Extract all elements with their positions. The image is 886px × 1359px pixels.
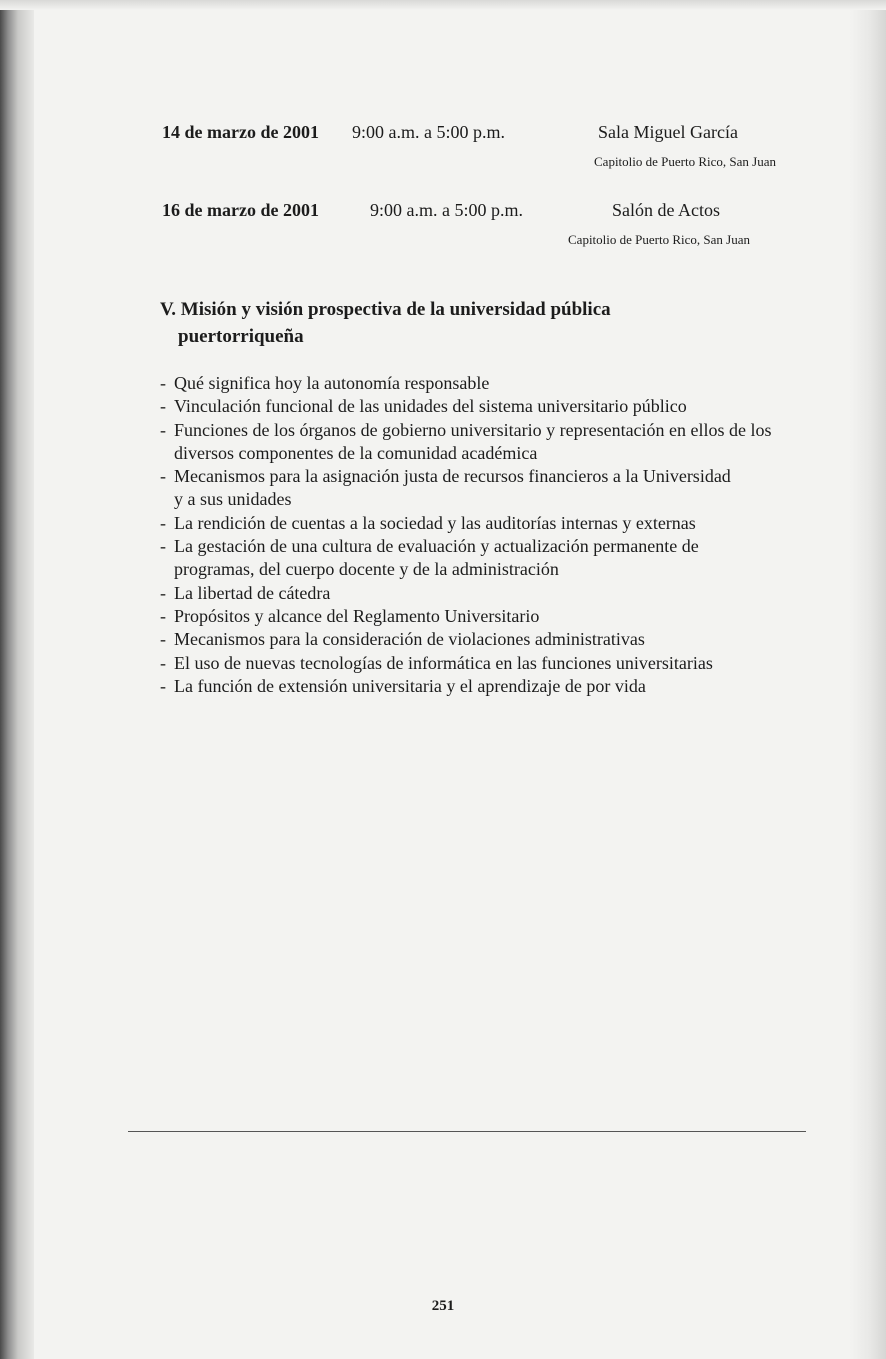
list-item: - Vinculación funcional de las unidades del sistema universitario público	[160, 395, 820, 418]
schedule-time: 9:00 a.m. a 5:00 p.m.	[370, 200, 523, 220]
list-item: - La libertad de cátedra	[160, 582, 820, 605]
schedule-location: Capitolio de Puerto Rico, San Juan	[568, 232, 750, 247]
topic-list	[160, 372, 820, 698]
list-item: - Mecanismos para la asignación justa de recursos financieros a la Universidad y a sus unidades	[160, 465, 734, 512]
list-item: - Mecanismos para la consideración de violaciones administrativas	[160, 628, 820, 651]
list-item: - El uso de nuevas tecnologías de informática en las funciones universitarias	[160, 652, 820, 675]
list-item: - Propósitos y alcance del Reglamento Universitario	[160, 605, 820, 628]
schedule-row	[0, 120, 886, 190]
list-item: - La rendición de cuentas a la sociedad y las auditorías internas y externas	[160, 512, 714, 535]
schedule-venue: Sala Miguel García	[598, 122, 738, 142]
schedule-date: 14 de marzo de 2001	[162, 122, 319, 142]
schedule-venue: Salón de Actos	[612, 200, 720, 220]
list-item: - La función de extensión universitaria y el aprendizaje de por vida	[160, 675, 820, 698]
list-item: - Qué significa hoy la autonomía responsable	[160, 372, 820, 395]
section-heading	[160, 296, 760, 350]
schedule-row	[0, 198, 886, 268]
page-number: 251	[431, 1298, 455, 1314]
page-top-shadow	[0, 0, 886, 10]
list-item: - Funciones de los órganos de gobierno universitario y representación en ellos de los diversos componentes de la comunidad académica	[160, 419, 774, 466]
section-heading-line1: V. Misión y visión prospectiva de la universidad pública	[160, 299, 611, 320]
section-heading-line2: puertorriqueña	[178, 326, 304, 347]
footer-divider	[128, 1131, 806, 1132]
schedule-date: 16 de marzo de 2001	[162, 200, 319, 220]
schedule-time: 9:00 a.m. a 5:00 p.m.	[352, 122, 505, 142]
schedule-location: Capitolio de Puerto Rico, San Juan	[594, 154, 776, 169]
list-item: - La gestación de una cultura de evaluación y actualización permanente de programas, del cuerpo docente y de la administración	[160, 535, 774, 582]
